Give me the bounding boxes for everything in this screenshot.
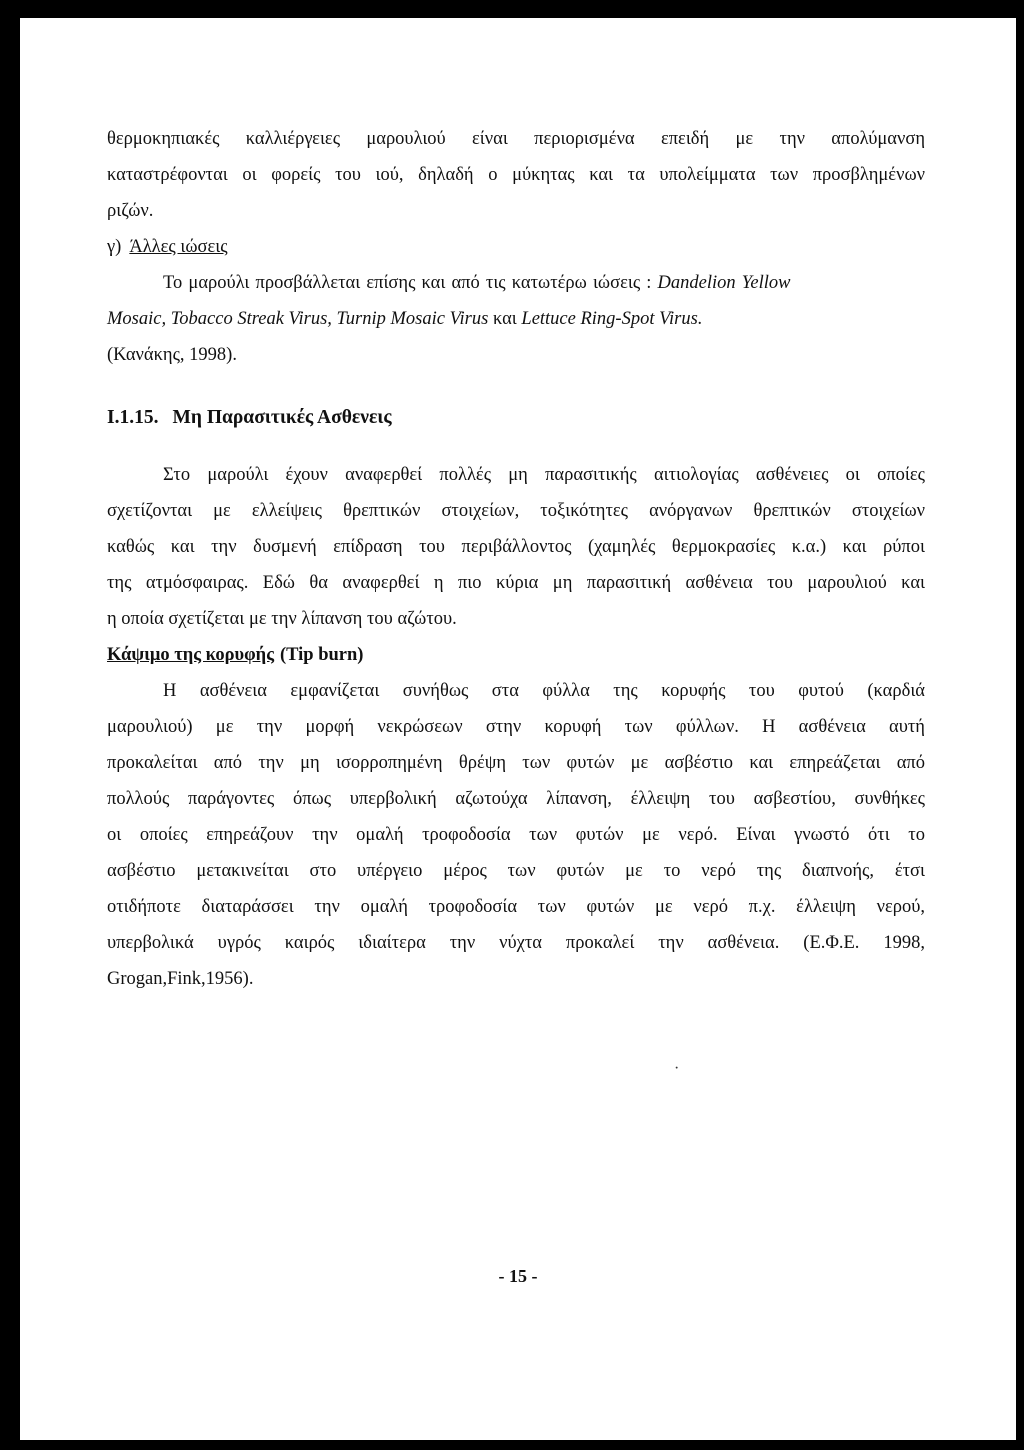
subsection-title: Κάψιμο της κορυφής: [107, 645, 274, 665]
section-title: Άλλες ιώσεις: [129, 237, 228, 257]
stray-mark: ·: [674, 1060, 680, 1077]
page-number: - 15 -: [498, 1266, 538, 1286]
virus-intro-text: Το μαρούλι προσβάλλεται επίσης και από τις κατωτέρω ιώσεις :: [163, 273, 658, 293]
text-line: ριζών.: [107, 201, 154, 221]
text-line: ασβέστιο μετακινείται στο υπέργειο μέρος των φυτών με το νερό της διαπνοής, έτσι: [107, 861, 925, 881]
conjunction-text: και: [488, 309, 522, 329]
text-line: [107, 301, 925, 337]
virus-name: Dandelion Yellow: [657, 273, 791, 293]
text-line: η οποία σχετίζεται με την λίπανση του αζώτου.: [107, 609, 457, 629]
citation-line: Grogan,Fink,1956).: [107, 969, 254, 989]
text-line: Η ασθένεια εμφανίζεται συνήθως στα φύλλα της κορυφής του φυτού (καρδιά: [163, 681, 925, 701]
citation-line: (Κανάκης, 1998).: [107, 345, 237, 365]
text-line: [107, 265, 925, 301]
text-line: καθώς και την δυσμενή επίδραση του περιβάλλοντος (χαμηλές θερμοκρασίες κ.α.) και ρύποι: [107, 537, 925, 557]
text-line: οι οποίες επηρεάζουν την ομαλή τροφοδοσία των φυτών με νερό. Είναι γνωστό ότι το: [107, 825, 925, 845]
section-title: Μη Παρασιτικές Ασθενεις: [172, 407, 392, 428]
text-line: καταστρέφονται οι φορείς του ιού, δηλαδή ο μύκητας και τα υπολείμματα των προσβλημένων: [107, 165, 925, 185]
text-line: θερμοκηπιακές καλλιέργειες μαρουλιού είναι περιορισμένα επειδή με την απολύμανση: [107, 129, 925, 149]
section-label: γ): [107, 237, 122, 257]
subsection-subtitle: (Tip burn): [280, 645, 364, 665]
virus-names: Mosaic, Tobacco Streak Virus, Turnip Mosaic Virus: [107, 309, 489, 329]
text-line: προκαλείται από την μη ισορροπημένη θρέψη των φυτών με ασβέστιο και επηρεάζεται από: [107, 753, 925, 773]
text-line: μαρουλιού) με την μορφή νεκρώσεων στην κορυφή των φύλλων. Η ασθένεια αυτή: [107, 717, 925, 737]
text-line: της ατμόσφαιρας. Εδώ θα αναφερθεί η πιο κύρια μη παρασιτική ασθένεια του μαρουλιού και: [107, 573, 925, 593]
text-line: σχετίζονται με ελλείψεις θρεπτικών στοιχείων, τοξικότητες ανόργανων θρεπτικών στοιχείων: [107, 501, 925, 521]
document-page: [20, 18, 1016, 1440]
text-line: υπερβολικά υγρός καιρός ιδιαίτερα την νύχτα προκαλεί την ασθένεια. (Ε.Φ.Ε. 1998,: [107, 933, 925, 953]
section-heading-115: [107, 393, 925, 443]
section-heading-g: [107, 229, 925, 265]
subsection-heading-tipburn: [107, 637, 925, 673]
virus-name: Lettuce Ring-Spot Virus.: [521, 309, 703, 329]
text-line: πολλούς παράγοντες όπως υπερβολική αζωτούχα λίπανση, έλλειψη του ασβεστίου, συνθήκες: [107, 789, 925, 809]
text-line: Στο μαρούλι έχουν αναφερθεί πολλές μη παρασιτικής αιτιολογίας ασθένειες οι οποίες: [163, 465, 925, 485]
section-number: I.1.15.: [107, 407, 159, 428]
document-body: [107, 121, 925, 997]
spacer: [107, 373, 925, 393]
text-line: οτιδήποτε διαταράσσει την ομαλή τροφοδοσία των φυτών με νερό π.χ. έλλειψη νερού,: [107, 897, 925, 917]
spacer: [107, 443, 925, 457]
